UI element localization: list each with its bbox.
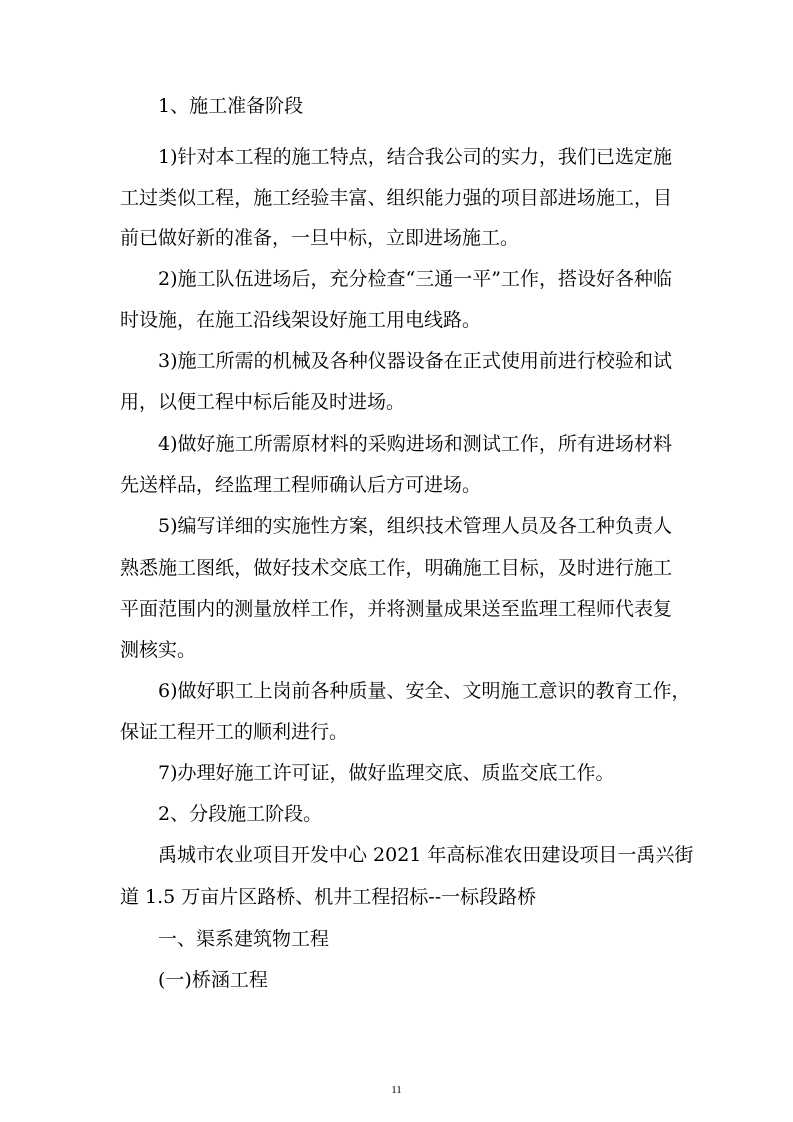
text-line: 保证工程开工的顺利进行。 [120, 721, 349, 743]
text-line: 前已做好新的准备，一旦中标，立即进场施工。 [120, 227, 520, 249]
text-line: 工过类似工程，施工经验丰富、组织能力强的项目部进场施工，目 [120, 187, 672, 209]
text-line: 4)做好施工所需原材料的采购进场和测试工作，所有进场材料 [158, 433, 672, 455]
text-line: 一、渠系建筑物工程 [158, 928, 330, 950]
text-line: 道 1.5 万亩片区路桥、机井工程招标--一标段路桥 [120, 886, 537, 908]
text-line: (一)桥涵工程 [158, 969, 268, 991]
text-line: 用，以便工程中标后能及时进场。 [120, 391, 406, 413]
text-line: 1、施工准备阶段 [158, 95, 304, 117]
text-line: 时设施，在施工沿线架设好施工用电线路。 [120, 309, 482, 331]
page-number: 11 [391, 1084, 402, 1096]
text-line: 先送样品，经监理工程师确认后方可进场。 [120, 474, 482, 496]
text-line: 熟悉施工图纸，做好技术交底工作，明确施工目标，及时进行施工 [120, 557, 672, 579]
text-line: 2、分段施工阶段。 [158, 803, 323, 825]
text-line: 5)编写详细的实施性方案，组织技术管理人员及各工种负责人 [158, 515, 672, 537]
text-line: 6)做好职工上岗前各种质量、安全、文明施工意识的教育工作， [158, 680, 691, 702]
text-line: 平面范围内的测量放样工作，并将测量成果送至监理工程师代表复 [120, 598, 672, 620]
text-line: 3)施工所需的机械及各种仪器设备在正式使用前进行校验和试 [158, 350, 672, 372]
text-line: 1)针对本工程的施工特点，结合我公司的实力，我们已选定施 [158, 146, 672, 168]
text-line: 测核实。 [120, 639, 197, 661]
text-line: 禹城市农业项目开发中心 2021 年高标准农田建设项目一禹兴街 [158, 844, 694, 866]
text-line: 7)办理好施工许可证，做好监理交底、质监交底工作。 [158, 762, 615, 784]
text-line: 2)施工队伍进场后，充分检查“三通一平”工作，搭设好各种临 [158, 268, 672, 290]
